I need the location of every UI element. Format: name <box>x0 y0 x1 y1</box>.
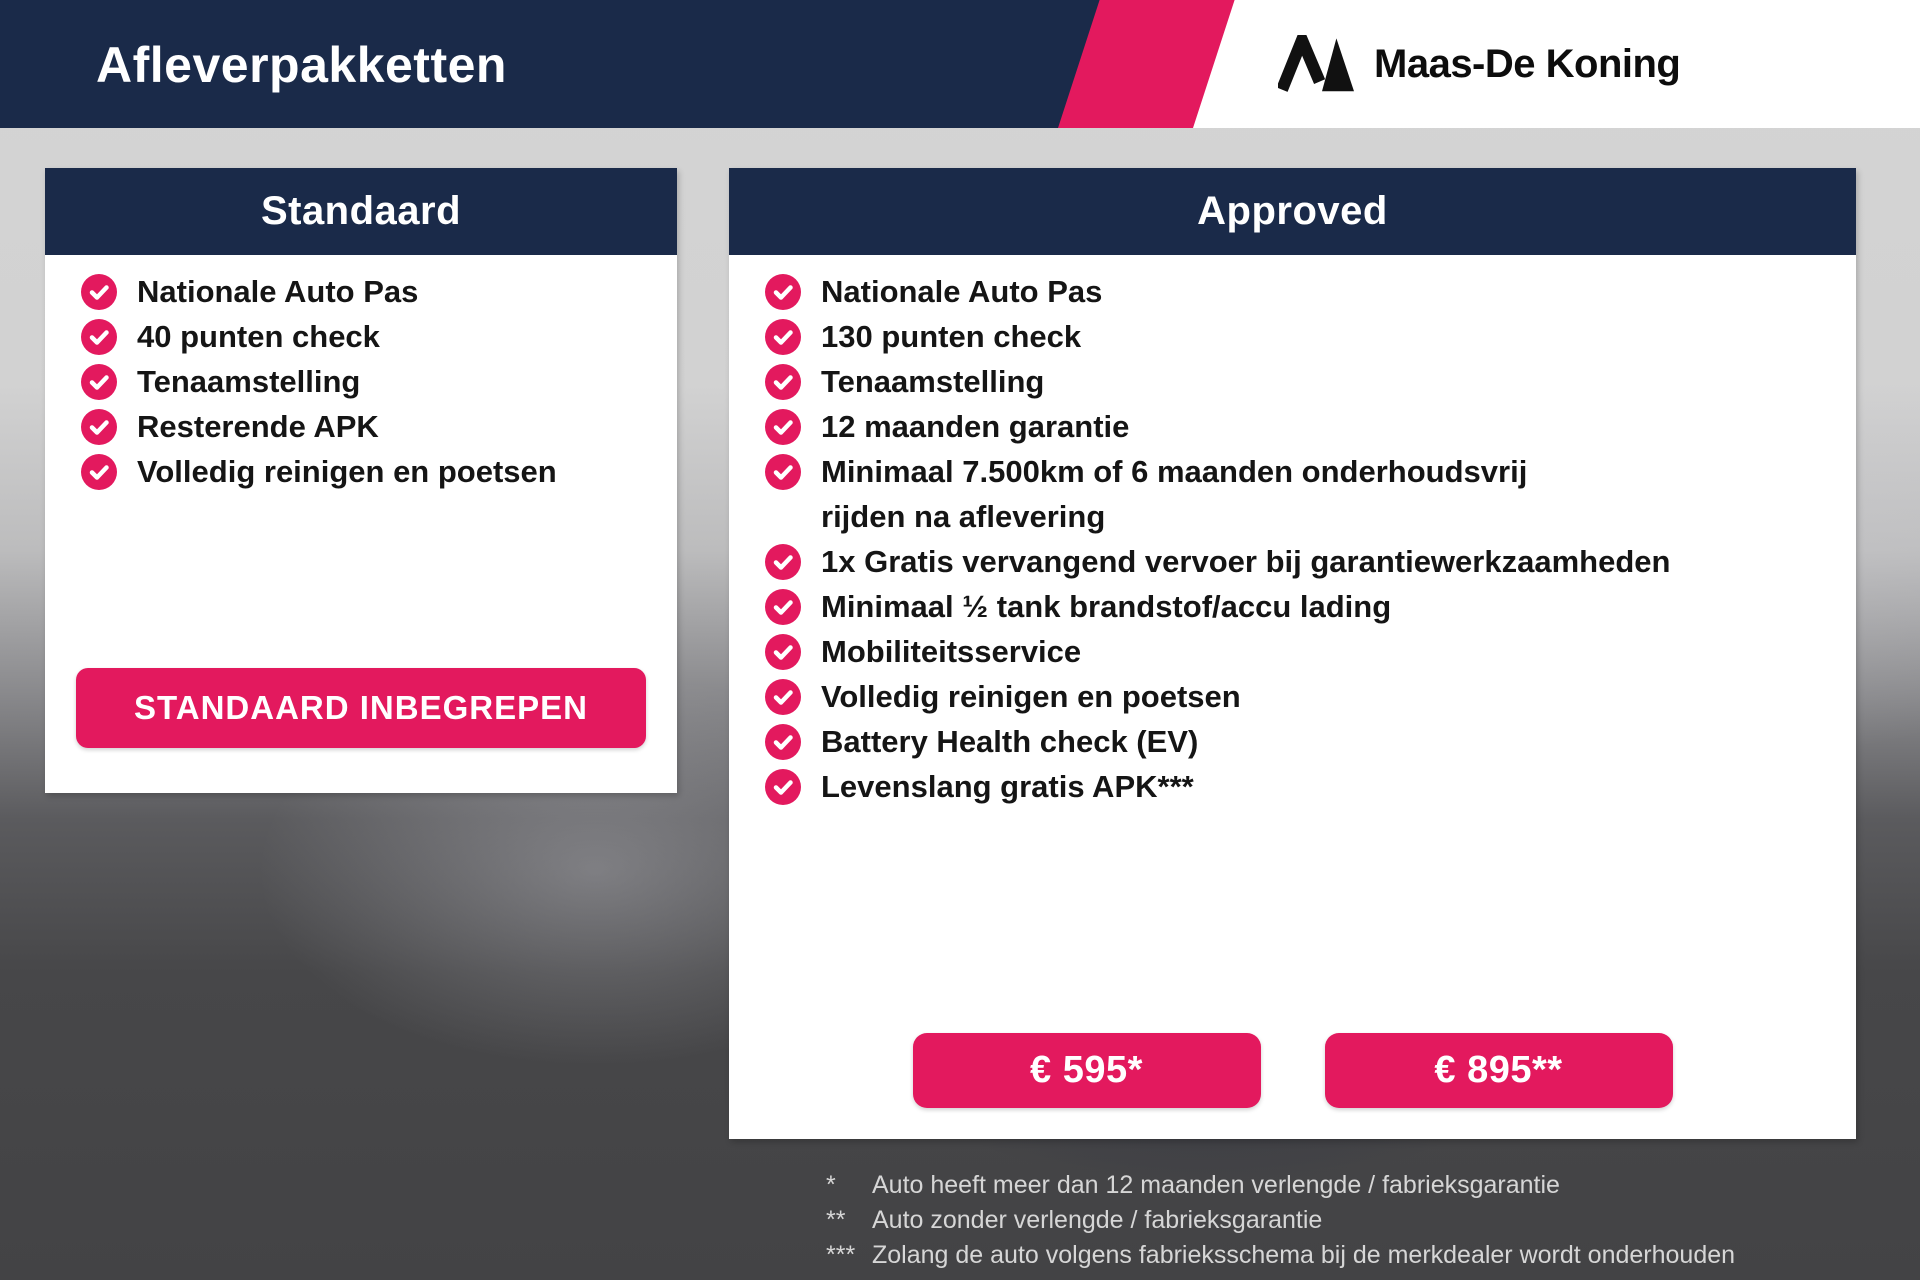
list-item-label: Nationale Auto Pas <box>821 273 1103 309</box>
brand-logo <box>1278 0 1680 128</box>
list-item <box>765 404 1838 449</box>
list-item <box>765 764 1838 809</box>
standaard-included-button[interactable]: STANDAARD INBEGREPEN <box>76 668 646 748</box>
check-icon <box>765 544 801 580</box>
list-item-label: Levenslang gratis APK*** <box>821 768 1194 804</box>
list-item <box>81 449 659 494</box>
check-icon <box>81 364 117 400</box>
list-item-label: 40 punten check <box>137 318 380 354</box>
price-button-595[interactable]: € 595* <box>913 1033 1261 1108</box>
card-approved <box>729 168 1856 1139</box>
check-icon <box>81 319 117 355</box>
check-icon <box>765 679 801 715</box>
footnote-marker: * <box>826 1171 836 1199</box>
footnote-text: Zolang de auto volgens fabrieksschema bij de merkdealer wordt onderhouden <box>872 1241 1736 1269</box>
list-item-label: 1x Gratis vervangend vervoer bij garantiewerkzaamheden <box>821 543 1671 579</box>
list-item <box>765 449 1838 494</box>
list-item <box>765 674 1838 719</box>
brand-mark-m-icon <box>1278 35 1358 93</box>
card-standaard-title: Standaard <box>45 168 677 255</box>
footnote-marker: ** <box>826 1206 846 1234</box>
check-icon <box>765 769 801 805</box>
list-item <box>765 629 1838 674</box>
list-item <box>81 314 659 359</box>
check-icon <box>765 634 801 670</box>
check-icon <box>765 454 801 490</box>
card-standaard <box>45 168 677 793</box>
footnote-text: Auto heeft meer dan 12 maanden verlengde / fabrieksgarantie <box>872 1171 1560 1199</box>
list-item-label: rijden na aflevering <box>821 498 1106 534</box>
list-item <box>81 269 659 314</box>
brand-name: Maas-De Koning <box>1374 41 1681 86</box>
check-icon <box>765 589 801 625</box>
page-title: Afleverpakketten <box>96 37 507 93</box>
list-item <box>765 269 1838 314</box>
list-item-label: 12 maanden garantie <box>821 408 1130 444</box>
list-item-label: Resterende APK <box>137 408 379 444</box>
standaard-feature-list <box>45 255 677 494</box>
list-item-label: Nationale Auto Pas <box>137 273 419 309</box>
list-item <box>81 359 659 404</box>
list-item <box>765 314 1838 359</box>
list-item-label: Volledig reinigen en poetsen <box>821 678 1241 714</box>
list-item-label: Volledig reinigen en poetsen <box>137 453 557 489</box>
list-item <box>765 359 1838 404</box>
list-item-label: Tenaamstelling <box>137 363 361 399</box>
list-item-label: 130 punten check <box>821 318 1082 354</box>
list-item-label: Mobiliteitsservice <box>821 633 1082 669</box>
list-item-label: Tenaamstelling <box>821 363 1045 399</box>
footnote-marker: *** <box>826 1241 856 1269</box>
header-bar <box>0 0 1920 128</box>
check-icon <box>81 274 117 310</box>
list-item-label: Minimaal 7.500km of 6 maanden onderhoudsvrij <box>821 453 1528 489</box>
check-icon <box>765 319 801 355</box>
list-item <box>765 539 1838 584</box>
footnote-text: Auto zonder verlengde / fabrieksgarantie <box>872 1206 1323 1234</box>
list-item <box>81 404 659 449</box>
list-item-label: Minimaal ½ tank brandstof/accu lading <box>821 588 1392 624</box>
list-item <box>765 719 1838 764</box>
check-icon <box>81 409 117 445</box>
list-item-continuation <box>765 494 1838 539</box>
price-button-895[interactable]: € 895** <box>1325 1033 1673 1108</box>
check-icon <box>765 274 801 310</box>
check-icon <box>765 364 801 400</box>
price-button-row <box>729 1033 1856 1108</box>
approved-feature-list <box>729 255 1856 809</box>
check-icon <box>765 409 801 445</box>
list-item <box>765 584 1838 629</box>
card-approved-title: Approved <box>729 168 1856 255</box>
check-icon <box>81 454 117 490</box>
footnotes <box>826 1168 1735 1273</box>
list-item-label: Battery Health check (EV) <box>821 723 1199 759</box>
check-icon <box>765 724 801 760</box>
